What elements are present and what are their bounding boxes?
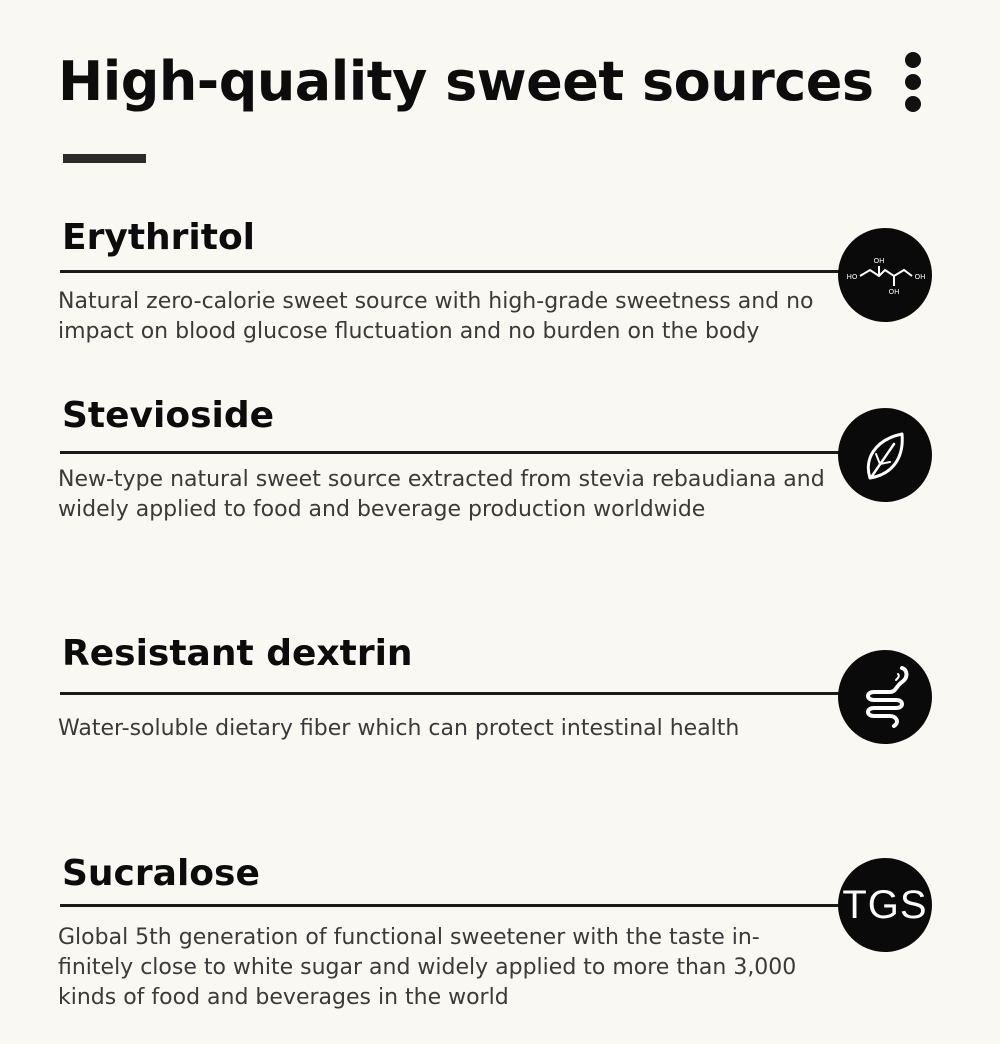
intestine-icon <box>838 650 932 744</box>
tgs-badge-text: TGS <box>842 882 928 927</box>
molecule-structure-icon <box>838 228 932 322</box>
leaf-svg <box>838 408 932 502</box>
section-divider <box>60 270 850 273</box>
leaf-icon <box>838 408 932 502</box>
section-divider <box>60 451 850 454</box>
section-title: Erythritol <box>62 217 256 258</box>
page-title: High-quality sweet sources <box>58 50 874 113</box>
section-title: Sucralose <box>62 853 260 894</box>
oh-label: OH <box>914 273 926 281</box>
kebab-dot <box>905 74 921 90</box>
kebab-dot <box>905 96 921 112</box>
molecule-svg <box>838 228 932 322</box>
section-description: New-type natural sweet source extracted from stevia rebaudiana and widely applied to food and beverage production worldwide <box>58 467 825 522</box>
kebab-menu-icon[interactable] <box>902 52 924 114</box>
section-title: Stevioside <box>62 395 275 436</box>
intestine-svg <box>838 650 932 744</box>
section-description: Water-soluble dietary fiber which can protect intestinal health <box>58 716 740 741</box>
oh-label: OH <box>873 257 885 265</box>
ho-label: HO <box>846 273 858 281</box>
section-divider <box>60 692 850 695</box>
section-description: Natural zero-calorie sweet source with high-grade sweetness and no impact on blood glucose fluctuation and no burden on the body <box>58 289 814 344</box>
oh-label: OH <box>888 288 900 296</box>
kebab-dot <box>905 52 921 68</box>
tgs-badge-icon <box>838 858 932 952</box>
section-title: Resistant dextrin <box>62 633 413 674</box>
section-divider <box>60 904 850 907</box>
section-description: Global 5th generation of functional sweetener with the taste in-finitely close to white sugar and widely applied to more than 3,000 kinds of food and beverages in the world <box>58 925 797 1010</box>
title-underline <box>63 154 146 163</box>
